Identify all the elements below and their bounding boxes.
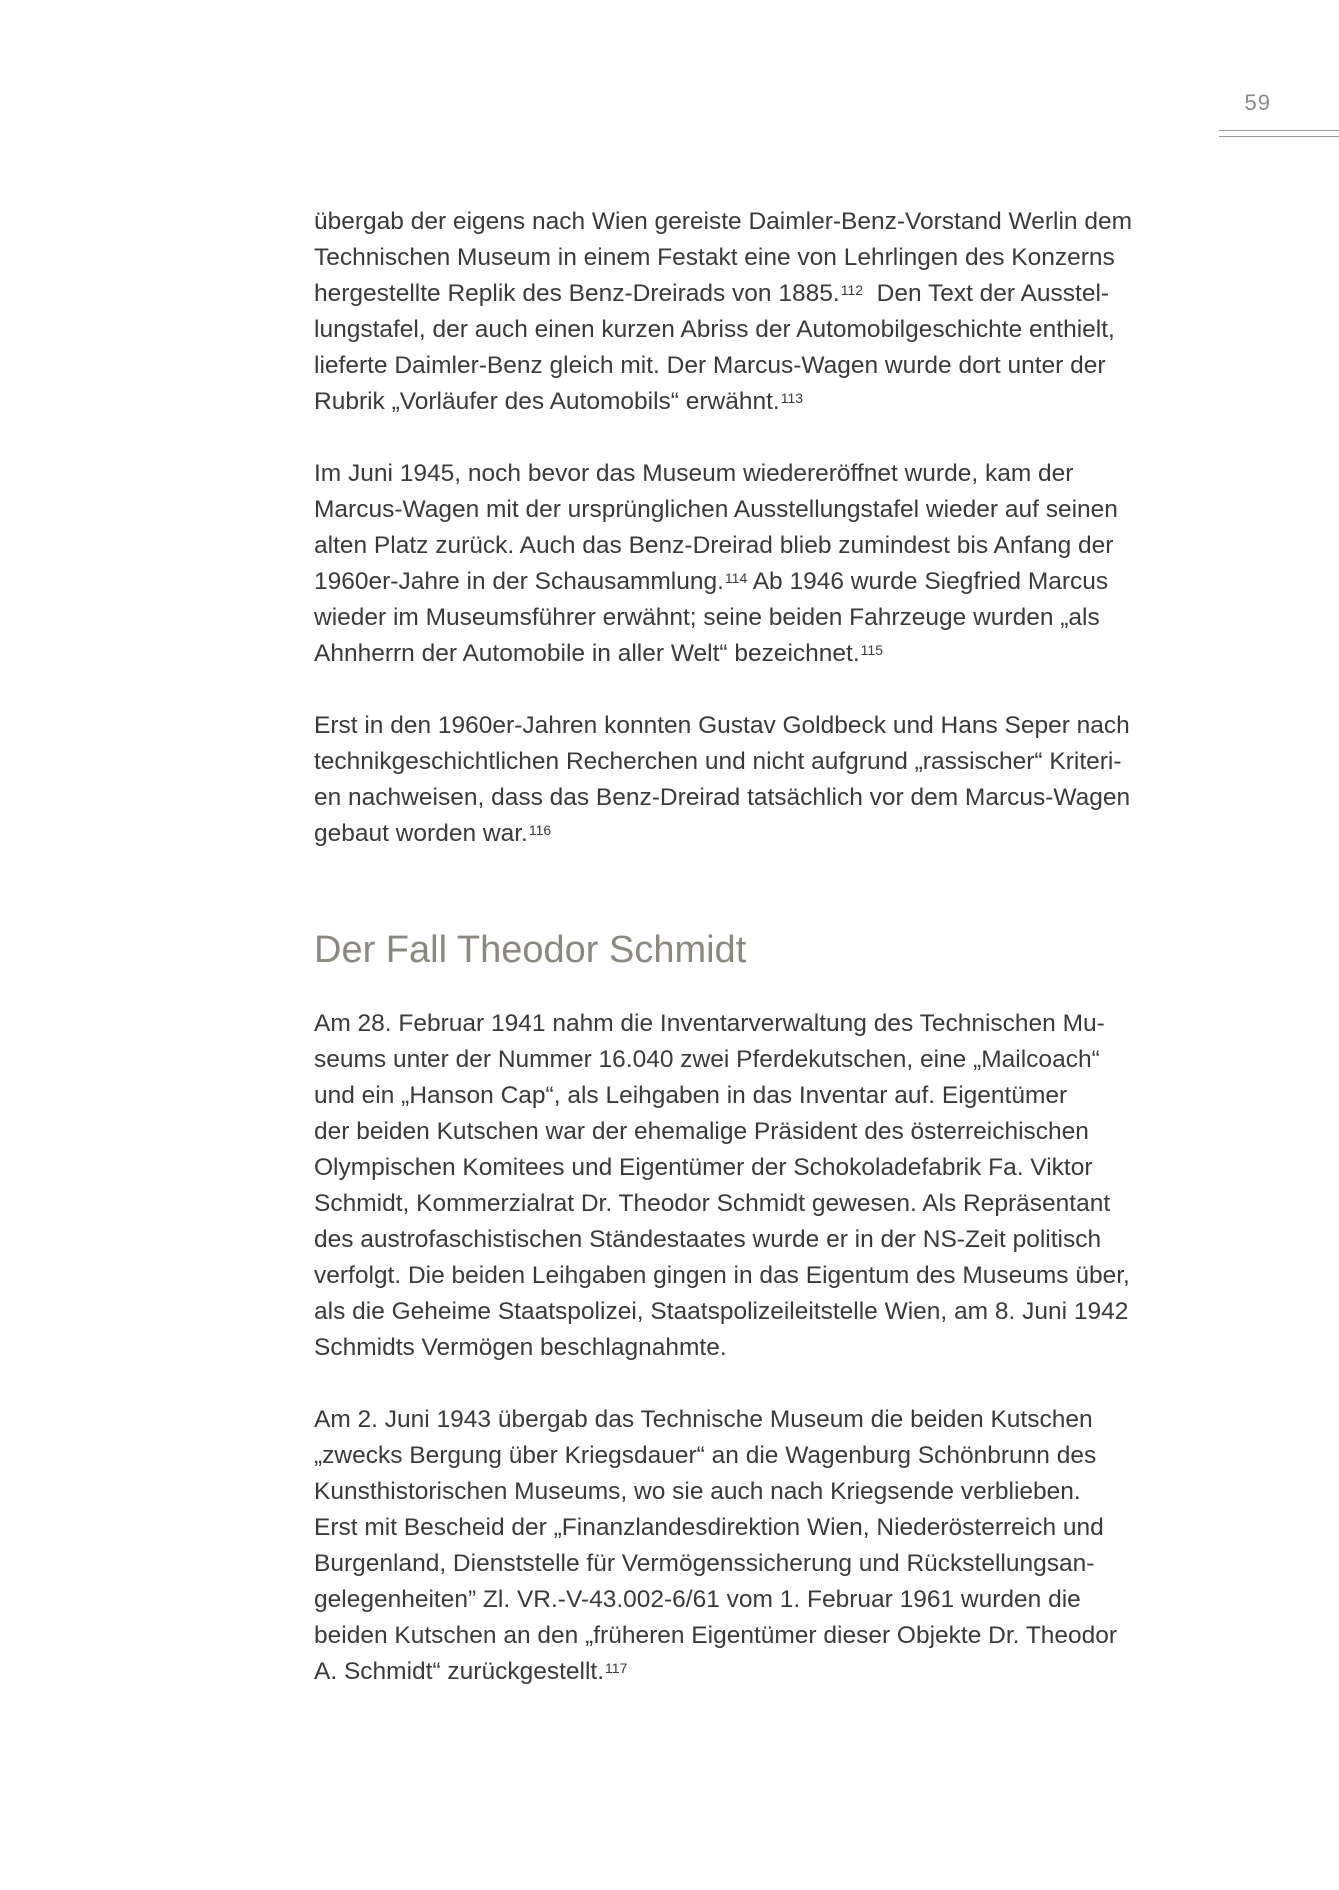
line-text: des austrofaschistischen Ständestaates wurde er in der NS-Zeit politisch	[314, 1226, 1102, 1253]
line-text: gelegenheiten” Zl. VR.-V-43.002-6/61 vom 1. Februar 1961 wurden die	[314, 1586, 1081, 1613]
line-text: Am 28. Februar 1941 nahm die Inventarverwaltung des Technischen Mu-	[314, 1010, 1105, 1037]
paragraphs-after-heading	[314, 1006, 1214, 1690]
footnote-reference: 115	[860, 642, 883, 658]
line-text-continued: Den Text der Ausstel-	[863, 280, 1110, 307]
line-text: „zwecks Bergung über Kriegsdauer“ an die Wagenburg Schönbrunn des	[314, 1442, 1097, 1469]
text-line	[314, 1078, 1214, 1114]
page-number-rule	[1219, 130, 1339, 137]
text-line	[314, 1150, 1214, 1186]
footnote-reference: 114	[724, 570, 748, 586]
text-line	[314, 1330, 1214, 1366]
line-text: seums unter der Nummer 16.040 zwei Pferdekutschen, eine „Mailcoach“	[314, 1046, 1100, 1073]
paragraph	[314, 1402, 1214, 1690]
text-line	[314, 240, 1214, 276]
footnote-reference: 112	[840, 282, 864, 298]
line-text: Am 2. Juni 1943 übergab das Technische Museum die beiden Kutschen	[314, 1406, 1093, 1433]
line-text: Marcus-Wagen mit der ursprünglichen Ausstellungstafel wieder auf seinen	[314, 496, 1118, 523]
line-text: en nachweisen, dass das Benz-Dreirad tatsächlich vor dem Marcus-Wagen	[314, 784, 1131, 811]
line-text: beiden Kutschen an den „früheren Eigentümer dieser Objekte Dr. Theodor	[314, 1622, 1118, 1649]
line-text: technikgeschichtlichen Recherchen und nicht aufgrund „rassischer“ Kriteri-	[314, 748, 1122, 775]
line-text: Burgenland, Dienststelle für Vermögenssicherung und Rückstellungsan-	[314, 1550, 1095, 1577]
line-text: und ein „Hanson Cap“, als Leihgaben in das Inventar auf. Eigentümer	[314, 1082, 1068, 1109]
section-heading: Der Fall Theodor Schmidt	[314, 929, 747, 971]
text-line	[314, 1546, 1214, 1582]
text-line	[314, 600, 1214, 636]
text-line	[314, 456, 1214, 492]
line-text: Technischen Museum in einem Festakt eine von Lehrlingen des Konzerns	[314, 244, 1115, 271]
text-line	[314, 312, 1214, 348]
text-line	[314, 708, 1214, 744]
text-line	[314, 1618, 1214, 1654]
text-line	[314, 564, 1214, 600]
line-text: lungstafel, der auch einen kurzen Abriss der Automobilgeschichte enthielt,	[314, 316, 1115, 343]
text-line	[314, 1186, 1214, 1222]
line-text: 1960er-Jahre in der Schausammlung.	[314, 568, 724, 595]
paragraphs-before-heading	[314, 204, 1214, 852]
paragraph	[314, 204, 1214, 420]
paragraph	[314, 1006, 1214, 1366]
text-line	[314, 1438, 1214, 1474]
line-text: Schmidt, Kommerzialrat Dr. Theodor Schmidt gewesen. Als Repräsentant	[314, 1190, 1111, 1217]
text-line	[314, 780, 1214, 816]
line-text: Schmidts Vermögen beschlagnahmte.	[314, 1334, 727, 1361]
line-text: Olympischen Komitees und Eigentümer der Schokoladefabrik Fa. Viktor	[314, 1154, 1093, 1181]
line-text: Ahnherrn der Automobile in aller Welt“ bezeichnet.	[314, 640, 860, 667]
text-line	[314, 1222, 1214, 1258]
line-text: Kunsthistorischen Museums, wo sie auch nach Kriegsende verblieben.	[314, 1478, 1081, 1505]
line-text: gebaut worden war.	[314, 820, 528, 847]
text-line	[314, 816, 1214, 852]
line-text: A. Schmidt“ zurückgestellt.	[314, 1658, 605, 1685]
text-line	[314, 1114, 1214, 1150]
line-text: übergab der eigens nach Wien gereiste Daimler-Benz-Vorstand Werlin dem	[314, 208, 1132, 235]
body-text	[314, 204, 1214, 1726]
footnote-reference: 117	[605, 1660, 628, 1676]
line-text-continued: Ab 1946 wurde Siegfried Marcus	[747, 568, 1109, 595]
line-text: verfolgt. Die beiden Leihgaben gingen in das Eigentum des Museums über,	[314, 1262, 1130, 1289]
text-line	[314, 1294, 1214, 1330]
text-line	[314, 744, 1214, 780]
line-text: hergestellte Replik des Benz-Dreirads von 1885.	[314, 280, 840, 307]
text-line	[314, 1258, 1214, 1294]
line-text: Rubrik „Vorläufer des Automobils“ erwähnt.	[314, 388, 780, 415]
text-line	[314, 1510, 1214, 1546]
page-number: 59	[1244, 90, 1271, 115]
paragraph	[314, 456, 1214, 672]
text-line	[314, 1006, 1214, 1042]
line-text: Erst in den 1960er-Jahren konnten Gustav Goldbeck und Hans Seper nach	[314, 712, 1130, 739]
line-text: wieder im Museumsführer erwähnt; seine beiden Fahrzeuge wurden „als	[314, 604, 1100, 631]
line-text: der beiden Kutschen war der ehemalige Präsident des österreichischen	[314, 1118, 1089, 1145]
text-line	[314, 348, 1214, 384]
text-line	[314, 276, 1214, 312]
text-line	[314, 1042, 1214, 1078]
paragraph	[314, 708, 1214, 852]
line-text: Erst mit Bescheid der „Finanzlandesdirektion Wien, Niederösterreich und	[314, 1514, 1104, 1541]
text-line	[314, 636, 1214, 672]
text-line	[314, 1474, 1214, 1510]
line-text: lieferte Daimler-Benz gleich mit. Der Marcus-Wagen wurde dort unter der	[314, 352, 1106, 379]
line-text: als die Geheime Staatspolizei, Staatspolizeileitstelle Wien, am 8. Juni 1942	[314, 1298, 1129, 1325]
footnote-reference: 116	[528, 822, 552, 838]
text-line	[314, 1582, 1214, 1618]
text-line	[314, 528, 1214, 564]
text-line	[314, 1402, 1214, 1438]
text-line	[314, 384, 1214, 420]
footnote-reference: 113	[780, 390, 804, 406]
text-line	[314, 1654, 1214, 1690]
line-text: alten Platz zurück. Auch das Benz-Dreirad blieb zumindest bis Anfang der	[314, 532, 1114, 559]
text-line	[314, 204, 1214, 240]
text-line	[314, 492, 1214, 528]
line-text: Im Juni 1945, noch bevor das Museum wiedereröffnet wurde, kam der	[314, 460, 1074, 487]
